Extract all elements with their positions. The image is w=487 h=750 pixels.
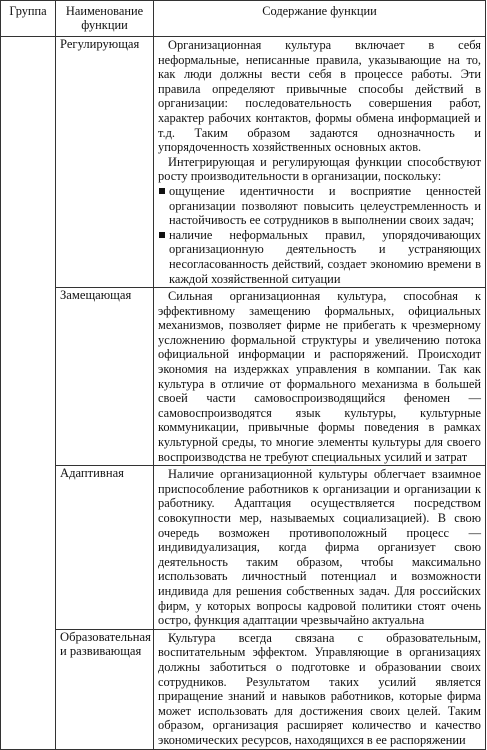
square-bullet-icon [159,232,165,238]
table-row [1,466,486,630]
list-item [158,228,481,286]
function-content [154,629,486,749]
table-row [1,37,486,288]
header-name: Наименование функции [56,1,154,37]
function-name: Адаптивная [56,466,154,630]
function-name: Образовательная и развивающая [56,629,154,749]
content-paragraph: Культура всегда связана с образовательным, воспитательным эффектом. Управляющие в организациях должны заботиться о подготовке и образовании своих сотрудников. Результатом таких усилий является приращение знаний и навыков работников, которые фирма может использовать для достижения своих целей. Таким образом, организация расширяет количество и качество экономических ресурсов, находящихся в ее распоряжении [158,630,481,747]
content-paragraph: Сильная организационная культура, способная к эффективному замещению формальных, официальных механизмов, позволяет фирме не прибегать к чрезмерному усложнению формальной структуры и увеличению потока официальной информации и распоряжений. Происходит экономия на издержках управления в компании. Так как культура в отличие от формального механизма в большей своей части самовоспроизводящийся феномен — самовоспроизводятся язык культуры, культурные коммуникации, привычные формы поведения в рамках культурной среды, то многие элементы культуры для своего воспроизводства не требуют специальных усилий и затрат [158,289,481,464]
function-content [154,288,486,466]
table-row [1,629,486,749]
function-name: Регулирующая [56,37,154,288]
list-item-text: наличие неформальных правил, упорядочивающих организационную деятельность и устраняющих несогласованность действий, создает экономию времени в каждой хозяйственной ситуации [169,227,481,286]
header-group: Группа [1,1,56,37]
function-content [154,466,486,630]
header-row [1,1,486,37]
square-bullet-icon [159,188,165,194]
group-cell [1,37,56,750]
content-paragraph: Интегрирующая и регулирующая функции способствуют росту производительности в организации, поскольку: [158,154,481,184]
function-content [154,37,486,288]
function-name: Замещающая [56,288,154,466]
list-item-text: ощущение идентичности и восприятие ценностей организации позволяют повысить целеустремленность и настойчивость ее сотрудников в выполнении своих задач; [169,183,481,228]
list-item [158,184,481,228]
content-paragraph: Организационная культура включает в себя неформальные, неписанные правила, указывающие на то, как люди должны вести себя в процессе работы. Эти правила определяют привычные способы действий в организации: последовательность совершения работ, характер рабочих контактов, формы обмена информацией и т.д. Таким образом задаются однозначность и упорядоченность хозяйственных основных актов. [158,38,481,155]
table-row [1,288,486,466]
content-paragraph: Наличие организационной культуры облегчает взаимное приспособление работников к организации и организации к работнику. Адаптация осуществляется посредством совокупности мер, называемых социализацией). В свою очередь возможен противоположный процесс — индивидуализация, когда фирма организует свою деятельность таким образом, чтобы максимально использовать личностный потенциал и возможности индивида для решения собственных задач. Для российских фирм, у которых вопросы кадровой политики стоят очень остро, функция адаптации чрезвычайно актуальна [158,467,481,628]
header-content: Содержание функции [154,1,486,37]
